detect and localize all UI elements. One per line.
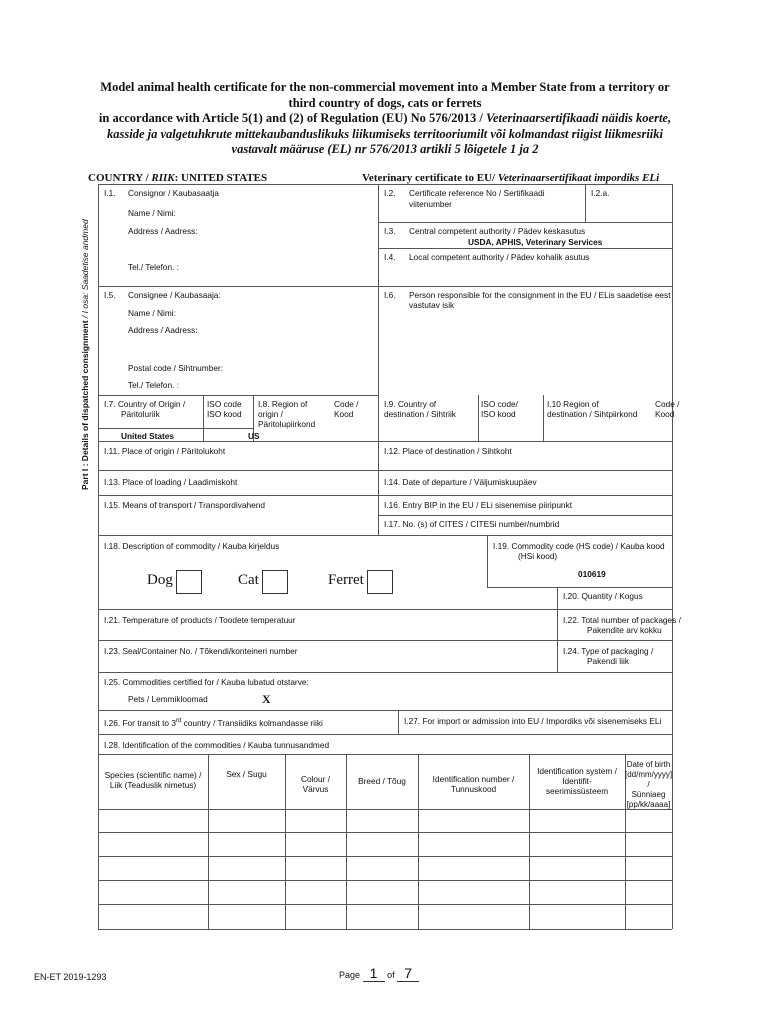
identification-commodities-label: I.28. Identification of the commodities / Kauba tunnusandmed xyxy=(104,740,330,750)
place-of-origin-label[interactable]: I.11. Place of origin / Päritolukoht xyxy=(104,446,226,456)
col-header-sex: Sex / Sugu xyxy=(226,769,267,779)
divider xyxy=(487,535,488,587)
table-divider xyxy=(98,929,672,930)
destination-iso-label: ISO code/ xyxy=(481,399,518,409)
description-of-commodity-label: I.18. Description of commodity / Kauba kirjeldus xyxy=(104,541,280,551)
field-i2-number: I.2. xyxy=(384,188,396,198)
divider xyxy=(98,441,672,442)
certificate-to-eu-header: Veterinary certificate to EU/ Veterinaarsertifikaat impordiks ELi xyxy=(362,172,660,184)
region-destination-label-2: destination / Sihtpiirkond xyxy=(547,409,638,419)
quantity-label[interactable]: I.20. Quantity / Kogus xyxy=(563,591,643,601)
date-of-departure-label[interactable]: I.14. Date of departure / Väljumiskuupäev xyxy=(384,477,537,487)
table-divider xyxy=(208,754,209,929)
place-of-destination-label[interactable]: I.12. Place of destination / Sihtkoht xyxy=(384,446,512,456)
country-destination-label-2: destination / Sihtriik xyxy=(384,409,456,419)
title-line-1: Model animal health certificate for the non-commercial movement into a Member State from a territory or xyxy=(100,80,670,94)
table-divider xyxy=(98,904,672,905)
consignor-tel-label[interactable]: Tel./ Telefon. : xyxy=(128,262,180,272)
field-i4-number: I.4. xyxy=(384,252,396,262)
title-line-2: third country of dogs, cats or ferrets xyxy=(288,95,482,110)
entry-bip-label[interactable]: I.16. Entry BIP in the EU / ELi sisenemise piiripunkt xyxy=(384,500,572,510)
form-code: EN-ET 2019-1293 xyxy=(34,972,107,982)
pets-label: Pets / Lemmikloomad xyxy=(128,694,208,704)
temperature-label[interactable]: I.21. Temperature of products / Toodete temperatuur xyxy=(104,615,296,625)
commodity-code-value[interactable]: 010619 xyxy=(578,569,606,579)
certificate-reference-label-2: viitenumber xyxy=(409,199,452,209)
field-i1-number: I.1. xyxy=(104,188,116,198)
type-of-packaging-label[interactable]: I.24. Type of packaging / xyxy=(563,646,654,656)
total-packages-label[interactable]: I.22. Total number of packages / xyxy=(563,615,681,625)
place-of-loading-label[interactable]: I.13. Place of loading / Laadimiskoht xyxy=(104,477,238,487)
page-total: 7 xyxy=(397,965,419,982)
divider xyxy=(98,710,672,711)
table-divider xyxy=(98,809,672,810)
means-of-transport-label[interactable]: I.15. Means of transport / Transpordivahend xyxy=(104,500,265,510)
divider xyxy=(98,535,672,536)
field-i6-number: I.6. xyxy=(384,290,396,300)
country-header: COUNTRY / RIIK: UNITED STATES xyxy=(88,172,268,184)
field-i2a[interactable]: I.2.a. xyxy=(591,188,610,198)
certificate-reference-label[interactable]: Certificate reference No / Sertifikaadi xyxy=(409,188,545,198)
transit-third-country-label[interactable]: I.26. For transit to 3rd country / Transiidiks kolmandasse riiki xyxy=(104,717,323,728)
title-line-5: vastavalt määruse (EL) nr 576/2013 artikli 5 lõigetele 1 ja 2 xyxy=(231,142,539,156)
cites-number-label[interactable]: I.17. No. (s) of CITES / CITESi number/numbrid xyxy=(384,519,560,529)
local-authority-label[interactable]: Local competent authority / Pädev kohalik asutus xyxy=(409,252,590,262)
country-destination-label: I.9. Country of xyxy=(384,399,437,409)
consignee-name-label[interactable]: Name / Nimi: xyxy=(128,308,176,318)
divider xyxy=(98,286,378,287)
page-number: 1 xyxy=(363,965,385,982)
pets-checkmark[interactable]: X xyxy=(262,692,271,706)
iso-code-value[interactable]: US xyxy=(248,431,260,441)
dog-label: Dog xyxy=(147,572,173,588)
table-divider xyxy=(98,880,672,881)
cat-checkbox[interactable] xyxy=(262,570,288,594)
table-divider xyxy=(98,832,672,833)
title-line-4: kasside ja valgetuhkrute mittekaubanduslikuks liikumiseks territooriumilt või kolmandast riigist liikmesriiki xyxy=(107,126,663,141)
divider xyxy=(378,248,672,249)
responsible-person-label-2: vastutav isik xyxy=(409,300,455,310)
divider xyxy=(378,515,672,516)
dog-checkbox[interactable] xyxy=(176,570,202,594)
divider xyxy=(98,470,672,471)
seal-container-label[interactable]: I.23. Seal/Container No. / Tõkendi/konteineri number xyxy=(104,646,298,656)
consignor-name-label[interactable]: Name / Nimi: xyxy=(128,208,176,218)
iso-code-label-2: ISO kood xyxy=(207,409,242,419)
region-origin-label-2: origin / xyxy=(258,409,283,419)
col-header-identification-number: Identification number / Tunnuskood xyxy=(432,774,515,794)
destination-code-label-2: Kood xyxy=(655,409,675,419)
commodity-code-label: I.19. Commodity code (HS code) / Kauba kood xyxy=(493,541,665,551)
divider xyxy=(98,428,253,429)
divider xyxy=(203,395,204,441)
col-header-breed: Breed / Tõug xyxy=(358,776,406,786)
commodities-certified-label: I.25. Commodities certified for / Kauba lubatud otstarve: xyxy=(104,677,309,687)
ferret-checkbox[interactable] xyxy=(367,570,393,594)
divider xyxy=(487,587,672,588)
divider xyxy=(378,222,672,223)
divider xyxy=(557,587,558,672)
central-authority-value[interactable]: USDA, APHIS, Veterinary Services xyxy=(468,237,603,247)
divider xyxy=(98,672,672,673)
field-i5-number: I.5. xyxy=(104,290,116,300)
divider xyxy=(398,710,399,734)
country-origin-value[interactable]: United States xyxy=(121,431,175,441)
col-header-date-of-birth: Date of birth [dd/mm/yyyy] / Sünniaeg [pp/kk/aaaa] xyxy=(625,760,673,809)
total-packages-label-2: Pakendite arv kokku xyxy=(587,625,662,635)
field-i5-label: Consignee / Kaubasaaja: xyxy=(128,290,221,300)
responsible-person-label[interactable]: Person responsible for the consignment in the EU / ELis saadetise eest xyxy=(409,290,671,300)
region-origin-label-3: Päritolupiirkond xyxy=(258,419,316,429)
certificate-title xyxy=(60,80,710,158)
divider xyxy=(98,495,672,496)
commodity-code-label-2: (HSi kood) xyxy=(518,551,558,561)
region-code-label-2: Kood xyxy=(334,409,354,419)
divider xyxy=(98,754,672,755)
cat-label: Cat xyxy=(238,572,259,588)
iso-code-label: ISO code xyxy=(207,399,242,409)
destination-code-label: Code / xyxy=(655,399,680,409)
divider xyxy=(98,609,672,610)
consignee-address-label[interactable]: Address / Aadress: xyxy=(128,325,198,335)
divider xyxy=(98,395,378,396)
divider xyxy=(478,395,479,441)
divider xyxy=(378,286,672,287)
divider xyxy=(585,184,586,222)
col-header-identification-system: Identification system / Identifit- seerimissüsteem xyxy=(537,766,617,796)
destination-iso-label-2: ISO kood xyxy=(481,409,516,419)
col-header-species: Species (scientific name) / Liik (Teaduslik nimetus) xyxy=(104,770,202,790)
consignee-tel-label[interactable]: Tel./ Telefon. : xyxy=(128,380,180,390)
country-origin-label-2: Päritoluriik xyxy=(121,409,160,419)
part-1-sidebar-label: Part I : Details of dispatched consignment / I osa: Saadetise andmed xyxy=(80,219,90,490)
ferret-label: Ferret xyxy=(328,572,364,588)
divider xyxy=(98,734,672,735)
consignee-postal-label[interactable]: Postal code / Sihtnumber: xyxy=(128,363,224,373)
import-admission-label[interactable]: I.27. For import or admission into EU / Impordiks või sisenemiseks ELi xyxy=(404,716,662,726)
central-authority-label: Central competent authority / Pädev keskasutus xyxy=(409,226,586,236)
field-i1-label: Consignor / Kaubasaatja xyxy=(128,188,219,198)
col-header-colour: Colour / Värvus xyxy=(300,774,331,794)
table-divider xyxy=(98,856,672,857)
title-line-3: in accordance with Article 5(1) and (2) of Regulation (EU) No 576/2013 / Veterinaarsertifikaadi näidis koerte, xyxy=(98,111,672,125)
consignor-address-label[interactable]: Address / Aadress: xyxy=(128,226,198,236)
field-i3-number: I.3. xyxy=(384,226,396,236)
grid-left xyxy=(98,184,99,929)
region-destination-label: I.10 Region of xyxy=(547,399,599,409)
page-indicator: Page 1 of 7 xyxy=(339,965,419,982)
country-origin-label: I.7. Country of Origin / xyxy=(104,399,186,409)
grid-right xyxy=(672,184,673,929)
region-origin-label: I.8. Region of xyxy=(258,399,308,409)
region-code-label: Code / xyxy=(334,399,359,409)
type-of-packaging-label-2: Pakendi liik xyxy=(587,656,629,666)
divider xyxy=(98,640,672,641)
grid-middle xyxy=(378,184,379,535)
divider xyxy=(543,395,544,441)
